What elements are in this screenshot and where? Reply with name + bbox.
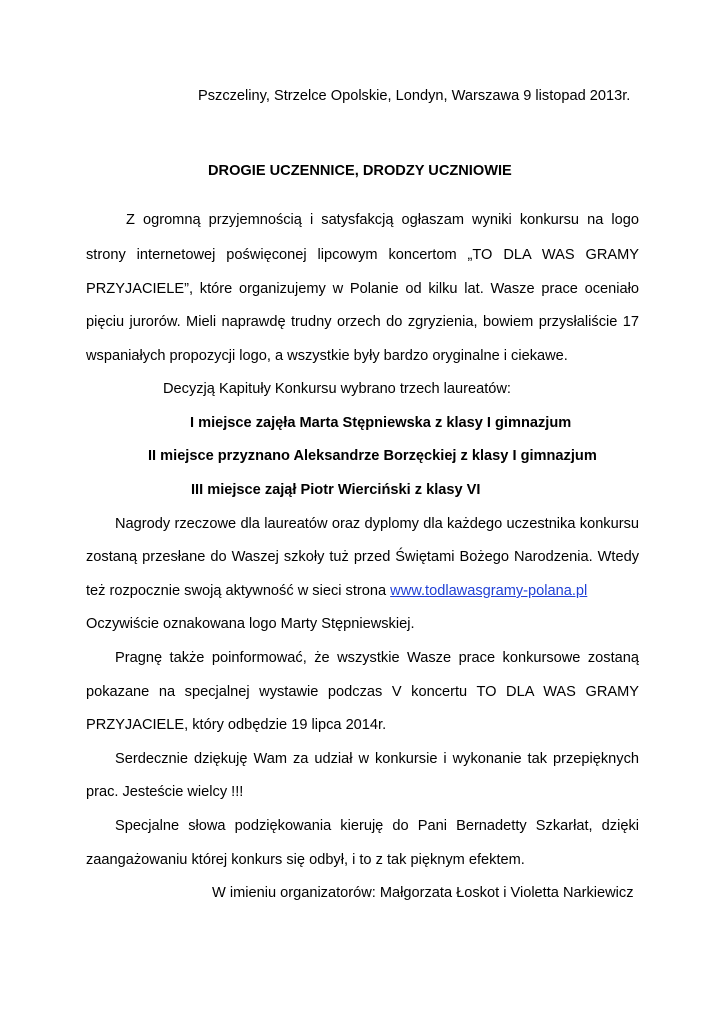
paragraph5-line1: Specjalne słowa podziękowania kieruję do Pani Bernadetty Szkarłat, dzięki bbox=[115, 818, 639, 834]
paragraph1-line1: Z ogromną przyjemnością i satysfakcją ogłaszam wyniki konkursu na logo bbox=[126, 212, 639, 228]
website-link[interactable]: www.todlawasgramy-polana.pl bbox=[390, 583, 588, 599]
place-date-line: Pszczeliny, Strzelce Opolskie, Londyn, Warszawa 9 listopad 2013r. bbox=[198, 88, 631, 104]
paragraph2-line4: Oczywiście oznakowana logo Marty Stępniewskiej. bbox=[86, 616, 415, 632]
paragraph1-line5: wspaniałych propozycji logo, a wszystkie były bardzo oryginalne i ciekawe. bbox=[86, 348, 568, 364]
paragraph4-line1: Serdecznie dziękuję Wam za udział w konkursie i wykonanie tak przepięknych bbox=[115, 751, 639, 767]
decision-line: Decyzją Kapituły Konkursu wybrano trzech laureatów: bbox=[163, 381, 511, 397]
paragraph3-line3: PRZYJACIELE, który odbędzie 19 lipca 2014r. bbox=[86, 717, 387, 733]
paragraph2-line2: zostaną przesłane do Waszej szkoły tuż przed Świętami Bożego Narodzenia. Wtedy bbox=[86, 549, 639, 565]
winner-second: II miejsce przyznano Aleksandrze Borzęckiej z klasy I gimnazjum bbox=[148, 448, 597, 464]
letter-title: DROGIE UCZENNICE, DRODZY UCZNIOWIE bbox=[208, 163, 512, 179]
paragraph1-line2: strony internetowej poświęconej lipcowym koncertom „TO DLA WAS GRAMY bbox=[86, 247, 639, 263]
paragraph5-line2: zaangażowaniu której konkurs się odbył, i to z tak pięknym efektem. bbox=[86, 852, 525, 868]
paragraph4-line2: prac. Jesteście wielcy !!! bbox=[86, 784, 244, 800]
paragraph3-line2: pokazane na specjalnej wystawie podczas V koncertu TO DLA WAS GRAMY bbox=[86, 684, 639, 700]
signature-line: W imieniu organizatorów: Małgorzata Łoskot i Violetta Narkiewicz bbox=[212, 885, 634, 901]
paragraph2-line3 bbox=[86, 582, 587, 600]
winner-third: III miejsce zajął Piotr Wierciński z klasy VI bbox=[191, 482, 481, 498]
paragraph1-line3: PRZYJACIELE”, które organizujemy w Polanie od kilku lat. Wasze prace oceniało bbox=[86, 281, 639, 297]
paragraph1-line4: pięciu jurorów. Mieli naprawdę trudny orzech do zgryzienia, bowiem przysłaliście 17 bbox=[86, 314, 639, 330]
winner-first: I miejsce zajęła Marta Stępniewska z klasy I gimnazjum bbox=[190, 415, 572, 431]
paragraph2-line1: Nagrody rzeczowe dla laureatów oraz dyplomy dla każdego uczestnika konkursu bbox=[115, 516, 639, 532]
paragraph3-line1: Pragnę także poinformować, że wszystkie Wasze prace konkursowe zostaną bbox=[115, 650, 639, 666]
paragraph2-line3-text: też rozpocznie swoją aktywność w sieci strona bbox=[86, 583, 391, 599]
